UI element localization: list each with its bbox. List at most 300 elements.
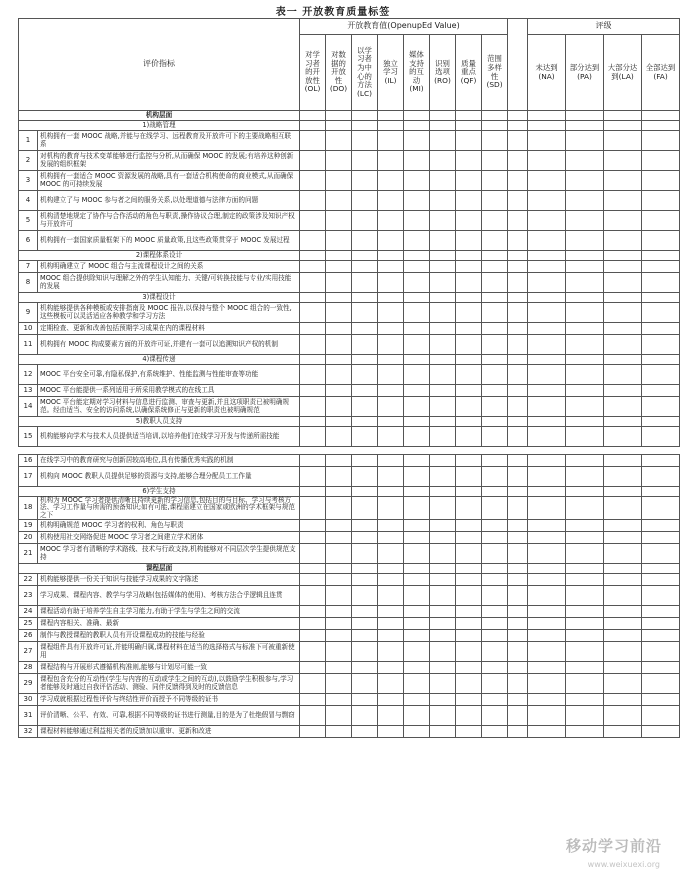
rating-cell[interactable] [528,151,566,171]
rating-cell[interactable] [326,261,352,273]
rating-cell[interactable] [456,574,482,586]
rating-cell[interactable] [604,293,642,303]
rating-cell[interactable] [456,532,482,544]
rating-cell[interactable] [482,111,508,121]
rating-cell[interactable] [642,355,680,365]
rating-cell[interactable] [404,564,430,574]
rating-cell[interactable] [482,131,508,151]
rating-cell[interactable] [642,630,680,642]
rating-cell[interactable] [456,323,482,335]
rating-cell[interactable] [482,694,508,706]
rating-cell[interactable] [300,642,326,662]
rating-cell[interactable] [566,231,604,251]
rating-cell[interactable] [604,586,642,606]
rating-cell[interactable] [430,385,456,397]
rating-cell[interactable] [378,111,404,121]
rating-cell[interactable] [430,487,456,497]
rating-cell[interactable] [604,121,642,131]
rating-cell[interactable] [604,487,642,497]
rating-cell[interactable] [456,467,482,487]
rating-cell[interactable] [528,618,566,630]
rating-cell[interactable] [404,231,430,251]
rating-cell[interactable] [604,694,642,706]
rating-cell[interactable] [430,151,456,171]
rating-cell[interactable] [528,694,566,706]
rating-cell[interactable] [528,467,566,487]
rating-cell[interactable] [642,544,680,564]
rating-cell[interactable] [604,151,642,171]
rating-cell[interactable] [352,564,378,574]
rating-cell[interactable] [528,726,566,738]
rating-cell[interactable] [604,455,642,467]
rating-cell[interactable] [482,293,508,303]
rating-cell[interactable] [430,467,456,487]
rating-cell[interactable] [326,574,352,586]
rating-cell[interactable] [378,497,404,520]
rating-cell[interactable] [326,618,352,630]
rating-cell[interactable] [566,151,604,171]
rating-cell[interactable] [404,355,430,365]
rating-cell[interactable] [326,427,352,447]
rating-cell[interactable] [482,497,508,520]
rating-cell[interactable] [430,427,456,447]
rating-cell[interactable] [378,335,404,355]
rating-cell[interactable] [378,606,404,618]
rating-cell[interactable] [528,497,566,520]
rating-cell[interactable] [404,171,430,191]
rating-cell[interactable] [352,303,378,323]
rating-cell[interactable] [482,171,508,191]
rating-cell[interactable] [378,251,404,261]
rating-cell[interactable] [378,520,404,532]
rating-cell[interactable] [604,618,642,630]
rating-cell[interactable] [566,397,604,417]
rating-cell[interactable] [326,171,352,191]
rating-cell[interactable] [642,191,680,211]
rating-cell[interactable] [604,726,642,738]
rating-cell[interactable] [566,211,604,231]
rating-cell[interactable] [430,574,456,586]
rating-cell[interactable] [528,520,566,532]
rating-cell[interactable] [326,520,352,532]
rating-cell[interactable] [352,706,378,726]
rating-cell[interactable] [642,417,680,427]
rating-cell[interactable] [642,385,680,397]
rating-cell[interactable] [352,131,378,151]
rating-cell[interactable] [528,261,566,273]
rating-cell[interactable] [528,131,566,151]
rating-cell[interactable] [604,111,642,121]
rating-cell[interactable] [430,231,456,251]
rating-cell[interactable] [352,111,378,121]
rating-cell[interactable] [352,586,378,606]
rating-cell[interactable] [352,455,378,467]
rating-cell[interactable] [642,726,680,738]
rating-cell[interactable] [566,662,604,674]
rating-cell[interactable] [456,726,482,738]
rating-cell[interactable] [456,385,482,397]
rating-cell[interactable] [300,335,326,355]
rating-cell[interactable] [528,111,566,121]
rating-cell[interactable] [404,586,430,606]
rating-cell[interactable] [404,544,430,564]
rating-cell[interactable] [456,171,482,191]
rating-cell[interactable] [642,706,680,726]
rating-cell[interactable] [430,417,456,427]
rating-cell[interactable] [430,211,456,231]
rating-cell[interactable] [352,385,378,397]
rating-cell[interactable] [604,662,642,674]
rating-cell[interactable] [378,273,404,293]
rating-cell[interactable] [300,397,326,417]
rating-cell[interactable] [430,497,456,520]
rating-cell[interactable] [430,251,456,261]
rating-cell[interactable] [352,251,378,261]
rating-cell[interactable] [352,574,378,586]
rating-cell[interactable] [482,662,508,674]
rating-cell[interactable] [352,674,378,694]
rating-cell[interactable] [642,467,680,487]
rating-cell[interactable] [482,231,508,251]
rating-cell[interactable] [528,365,566,385]
rating-cell[interactable] [482,417,508,427]
rating-cell[interactable] [566,191,604,211]
rating-cell[interactable] [378,211,404,231]
rating-cell[interactable] [326,606,352,618]
rating-cell[interactable] [482,261,508,273]
rating-cell[interactable] [326,293,352,303]
rating-cell[interactable] [482,467,508,487]
rating-cell[interactable] [404,111,430,121]
rating-cell[interactable] [456,606,482,618]
rating-cell[interactable] [326,335,352,355]
rating-cell[interactable] [352,520,378,532]
rating-cell[interactable] [642,251,680,261]
rating-cell[interactable] [604,417,642,427]
rating-cell[interactable] [378,121,404,131]
rating-cell[interactable] [566,674,604,694]
rating-cell[interactable] [430,642,456,662]
rating-cell[interactable] [352,618,378,630]
rating-cell[interactable] [430,111,456,121]
rating-cell[interactable] [430,606,456,618]
rating-cell[interactable] [430,706,456,726]
rating-cell[interactable] [528,606,566,618]
rating-cell[interactable] [456,564,482,574]
rating-cell[interactable] [352,121,378,131]
rating-cell[interactable] [456,487,482,497]
rating-cell[interactable] [404,385,430,397]
rating-cell[interactable] [300,303,326,323]
rating-cell[interactable] [352,630,378,642]
rating-cell[interactable] [566,532,604,544]
rating-cell[interactable] [482,606,508,618]
rating-cell[interactable] [604,544,642,564]
rating-cell[interactable] [300,261,326,273]
rating-cell[interactable] [482,355,508,365]
rating-cell[interactable] [566,273,604,293]
rating-cell[interactable] [352,365,378,385]
rating-cell[interactable] [352,273,378,293]
rating-cell[interactable] [456,131,482,151]
rating-cell[interactable] [604,532,642,544]
rating-cell[interactable] [642,586,680,606]
rating-cell[interactable] [352,323,378,335]
rating-cell[interactable] [528,293,566,303]
rating-cell[interactable] [430,335,456,355]
rating-cell[interactable] [352,726,378,738]
rating-cell[interactable] [642,487,680,497]
rating-cell[interactable] [326,191,352,211]
rating-cell[interactable] [456,694,482,706]
rating-cell[interactable] [566,293,604,303]
rating-cell[interactable] [430,532,456,544]
rating-cell[interactable] [642,662,680,674]
rating-cell[interactable] [604,231,642,251]
rating-cell[interactable] [482,273,508,293]
rating-cell[interactable] [642,335,680,355]
rating-cell[interactable] [456,544,482,564]
rating-cell[interactable] [378,487,404,497]
rating-cell[interactable] [456,251,482,261]
rating-cell[interactable] [326,642,352,662]
rating-cell[interactable] [456,231,482,251]
rating-cell[interactable] [604,323,642,335]
rating-cell[interactable] [300,564,326,574]
rating-cell[interactable] [528,417,566,427]
rating-cell[interactable] [352,171,378,191]
rating-cell[interactable] [642,231,680,251]
rating-cell[interactable] [604,251,642,261]
rating-cell[interactable] [404,706,430,726]
rating-cell[interactable] [378,303,404,323]
rating-cell[interactable] [300,544,326,564]
rating-cell[interactable] [352,497,378,520]
rating-cell[interactable] [604,642,642,662]
rating-cell[interactable] [326,151,352,171]
rating-cell[interactable] [404,467,430,487]
rating-cell[interactable] [300,273,326,293]
rating-cell[interactable] [566,171,604,191]
rating-cell[interactable] [378,455,404,467]
rating-cell[interactable] [566,365,604,385]
rating-cell[interactable] [566,564,604,574]
rating-cell[interactable] [456,618,482,630]
rating-cell[interactable] [378,574,404,586]
rating-cell[interactable] [604,674,642,694]
rating-cell[interactable] [604,564,642,574]
rating-cell[interactable] [642,211,680,231]
rating-cell[interactable] [482,706,508,726]
rating-cell[interactable] [300,191,326,211]
rating-cell[interactable] [300,532,326,544]
rating-cell[interactable] [604,335,642,355]
rating-cell[interactable] [326,630,352,642]
rating-cell[interactable] [642,455,680,467]
rating-cell[interactable] [326,467,352,487]
rating-cell[interactable] [404,487,430,497]
rating-cell[interactable] [352,293,378,303]
rating-cell[interactable] [642,497,680,520]
rating-cell[interactable] [430,694,456,706]
rating-cell[interactable] [456,335,482,355]
rating-cell[interactable] [642,323,680,335]
rating-cell[interactable] [300,131,326,151]
rating-cell[interactable] [528,397,566,417]
rating-cell[interactable] [482,251,508,261]
rating-cell[interactable] [326,674,352,694]
rating-cell[interactable] [404,121,430,131]
rating-cell[interactable] [456,706,482,726]
rating-cell[interactable] [604,385,642,397]
rating-cell[interactable] [378,564,404,574]
rating-cell[interactable] [326,544,352,564]
rating-cell[interactable] [566,131,604,151]
rating-cell[interactable] [378,726,404,738]
rating-cell[interactable] [300,694,326,706]
rating-cell[interactable] [566,417,604,427]
rating-cell[interactable] [300,293,326,303]
rating-cell[interactable] [456,397,482,417]
rating-cell[interactable] [456,273,482,293]
rating-cell[interactable] [430,586,456,606]
rating-cell[interactable] [326,564,352,574]
rating-cell[interactable] [300,171,326,191]
rating-cell[interactable] [404,606,430,618]
rating-cell[interactable] [604,191,642,211]
rating-cell[interactable] [378,261,404,273]
rating-cell[interactable] [430,323,456,335]
rating-cell[interactable] [378,674,404,694]
rating-cell[interactable] [430,618,456,630]
rating-cell[interactable] [528,323,566,335]
rating-cell[interactable] [482,455,508,467]
rating-cell[interactable] [404,251,430,261]
rating-cell[interactable] [378,532,404,544]
rating-cell[interactable] [456,293,482,303]
rating-cell[interactable] [404,273,430,293]
rating-cell[interactable] [326,397,352,417]
rating-cell[interactable] [604,273,642,293]
rating-cell[interactable] [566,574,604,586]
rating-cell[interactable] [642,261,680,273]
rating-cell[interactable] [528,211,566,231]
rating-cell[interactable] [456,630,482,642]
rating-cell[interactable] [528,487,566,497]
rating-cell[interactable] [404,191,430,211]
rating-cell[interactable] [456,303,482,323]
rating-cell[interactable] [430,726,456,738]
rating-cell[interactable] [430,674,456,694]
rating-cell[interactable] [300,574,326,586]
rating-cell[interactable] [528,544,566,564]
rating-cell[interactable] [326,662,352,674]
rating-cell[interactable] [300,487,326,497]
rating-cell[interactable] [566,355,604,365]
rating-cell[interactable] [456,417,482,427]
rating-cell[interactable] [430,121,456,131]
rating-cell[interactable] [456,642,482,662]
rating-cell[interactable] [352,467,378,487]
rating-cell[interactable] [566,487,604,497]
rating-cell[interactable] [404,618,430,630]
rating-cell[interactable] [528,427,566,447]
rating-cell[interactable] [352,231,378,251]
rating-cell[interactable] [404,694,430,706]
rating-cell[interactable] [326,532,352,544]
rating-cell[interactable] [482,151,508,171]
rating-cell[interactable] [326,385,352,397]
rating-cell[interactable] [326,706,352,726]
rating-cell[interactable] [404,417,430,427]
rating-cell[interactable] [404,674,430,694]
rating-cell[interactable] [528,273,566,293]
rating-cell[interactable] [566,726,604,738]
rating-cell[interactable] [528,455,566,467]
rating-cell[interactable] [378,191,404,211]
rating-cell[interactable] [378,397,404,417]
rating-cell[interactable] [604,574,642,586]
rating-cell[interactable] [404,397,430,417]
rating-cell[interactable] [300,706,326,726]
rating-cell[interactable] [642,151,680,171]
rating-cell[interactable] [378,323,404,335]
rating-cell[interactable] [642,365,680,385]
rating-cell[interactable] [528,385,566,397]
rating-cell[interactable] [404,455,430,467]
rating-cell[interactable] [352,335,378,355]
rating-cell[interactable] [528,231,566,251]
rating-cell[interactable] [566,323,604,335]
rating-cell[interactable] [300,151,326,171]
rating-cell[interactable] [300,674,326,694]
rating-cell[interactable] [566,385,604,397]
rating-cell[interactable] [566,706,604,726]
rating-cell[interactable] [300,323,326,335]
rating-cell[interactable] [566,606,604,618]
rating-cell[interactable] [430,365,456,385]
rating-cell[interactable] [566,520,604,532]
rating-cell[interactable] [326,586,352,606]
rating-cell[interactable] [456,674,482,694]
rating-cell[interactable] [378,467,404,487]
rating-cell[interactable] [378,385,404,397]
rating-cell[interactable] [604,171,642,191]
rating-cell[interactable] [566,335,604,355]
rating-cell[interactable] [456,586,482,606]
rating-cell[interactable] [352,261,378,273]
rating-cell[interactable] [326,303,352,323]
rating-cell[interactable] [300,455,326,467]
rating-cell[interactable] [404,662,430,674]
rating-cell[interactable] [300,427,326,447]
rating-cell[interactable] [404,497,430,520]
rating-cell[interactable] [604,397,642,417]
rating-cell[interactable] [300,121,326,131]
rating-cell[interactable] [378,427,404,447]
rating-cell[interactable] [456,121,482,131]
rating-cell[interactable] [604,606,642,618]
rating-cell[interactable] [604,365,642,385]
rating-cell[interactable] [528,662,566,674]
rating-cell[interactable] [566,694,604,706]
rating-cell[interactable] [404,211,430,231]
rating-cell[interactable] [604,261,642,273]
rating-cell[interactable] [482,335,508,355]
rating-cell[interactable] [404,532,430,544]
rating-cell[interactable] [604,211,642,231]
rating-cell[interactable] [404,365,430,385]
